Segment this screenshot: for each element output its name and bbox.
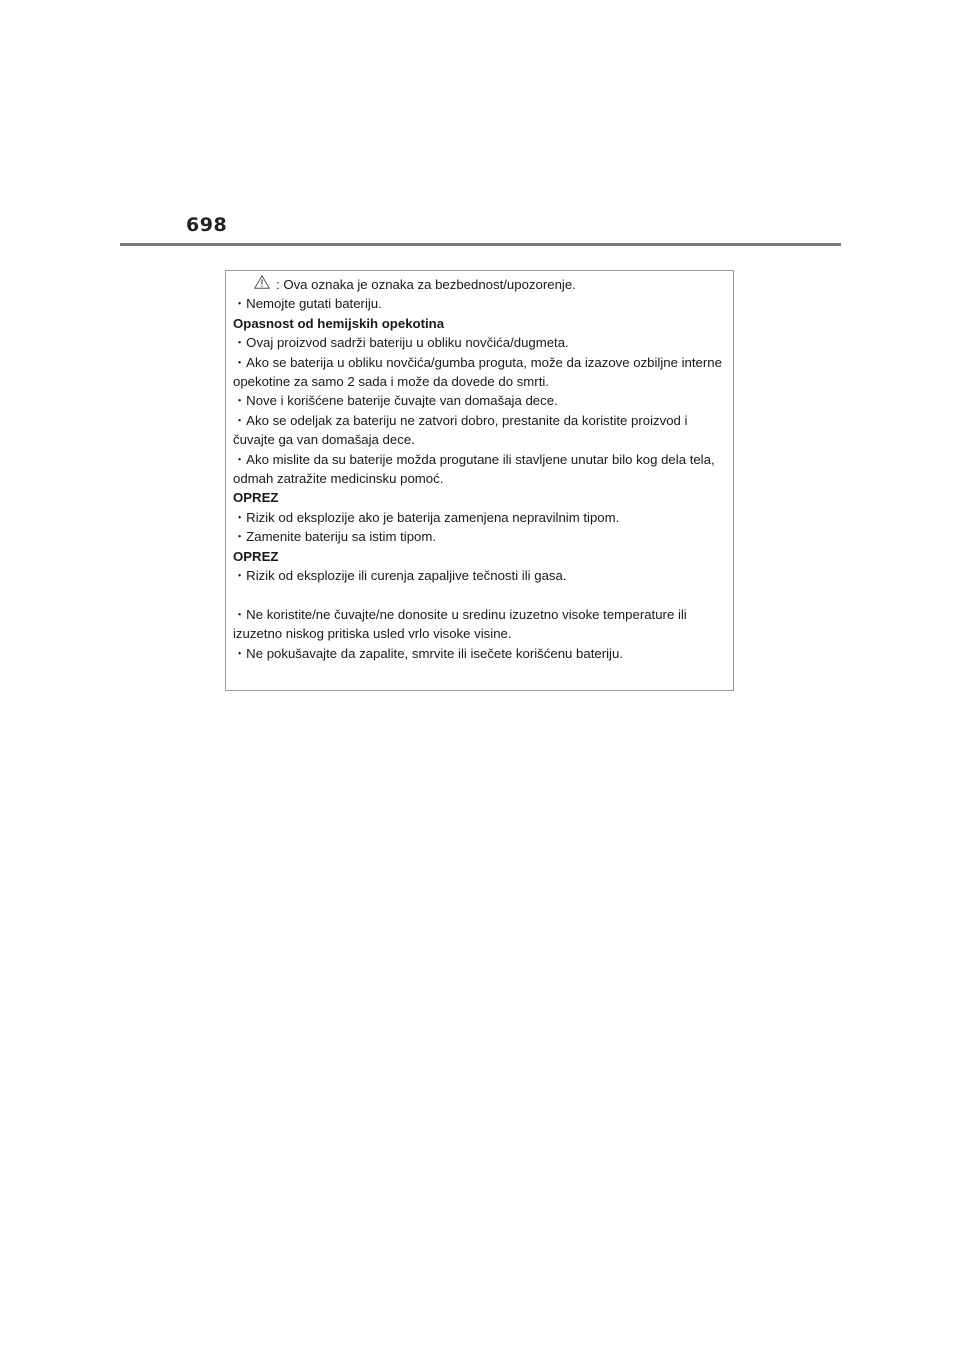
notice-intro-line xyxy=(233,275,727,294)
notice-spacer xyxy=(233,586,727,605)
notice-heading: OPREZ xyxy=(233,490,279,506)
notice-line: ・Nemojte gutati bateriju. xyxy=(233,296,382,312)
notice-line: ・Rizik od eksplozije ako je baterija zamenjena nepravilnim tipom. xyxy=(233,509,620,525)
notice-line: ・Ako mislite da su baterije možda progutane ili stavljene unutar bilo kog dela tela, odmah zatražite medicinsku pomoć. xyxy=(233,451,715,487)
notice-line: ・Ako se odeljak za bateriju ne zatvori dobro, prestanite da koristite proizvod i čuvajte ga van domašaja dece. xyxy=(233,412,688,448)
notice-heading: Opasnost od hemijskih opekotina xyxy=(233,315,445,331)
notice-line: ・Ne koristite/ne čuvajte/ne donosite u sredinu izuzetno visoke temperature ili izuzetno niskog pritiska usled vrlo visoke visine. xyxy=(233,606,687,642)
notice-line: ・Ovaj proizvod sadrži bateriju u obliku novčića/dugmeta. xyxy=(233,335,569,351)
notice-line: ・Ako se baterija u obliku novčića/gumba proguta, može da izazove ozbiljne interne opekotine za samo 2 sada i može da dovede do smrti. xyxy=(233,354,722,390)
battery-safety-notice xyxy=(225,270,734,691)
page-number: 698 xyxy=(186,214,228,236)
notice-heading: OPREZ xyxy=(233,548,279,564)
notice-line: ・Ne pokušavajte da zapalite, smrvite ili isečete korišćenu bateriju. xyxy=(233,645,623,661)
notice-intro-text: : Ova oznaka je oznaka za bezbednost/upozorenje. xyxy=(276,277,576,292)
header-divider xyxy=(120,243,841,246)
notice-line: ・Nove i korišćene baterije čuvajte van domašaja dece. xyxy=(233,393,558,409)
notice-content xyxy=(233,275,727,663)
notice-line: ・Rizik od eksplozije ili curenja zapaljive tečnosti ili gasa. xyxy=(233,568,567,584)
notice-line: ・Zamenite bateriju sa istim tipom. xyxy=(233,529,437,545)
warning-triangle-icon xyxy=(254,275,270,289)
